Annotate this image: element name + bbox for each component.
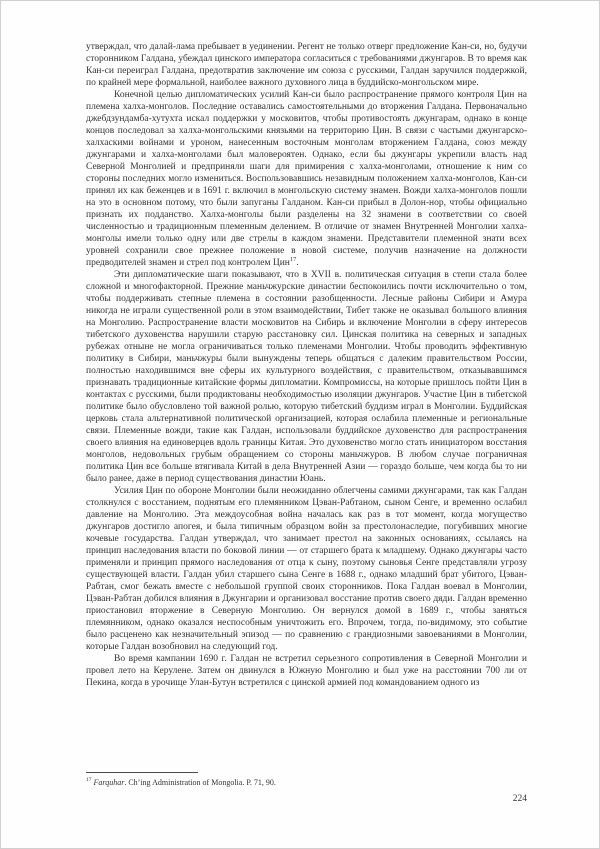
footnote-separator-rule [86, 772, 198, 773]
page-number: 224 [512, 794, 527, 804]
paragraph-continuation: утверждал, что далай-лама пребывает в уединении. Регент не только отверг предложение Кан-си, но, будучи сторонником Галдана, убеждал цинского императора согласиться с требованиями джунгаров. В то время как Кан-си переиграл Галдана, предотвратив заключение им союза с русскими, Галдан заручился поддержкой, по крайней мере формальной, наиболее важного духовного лица в буддийско-монгольском мире. [86, 42, 527, 88]
paragraph: Усилия Цин по обороне Монголии были неожиданно облегчены самими джунгарами, так как Галдан столкнулся с восстанием, поднятым его племянником Цэван-Рабтаном, сыном Сенге, и временно ослабил давление на Монголию. Эта междоусобная война началась как раз в тот момент, когда могущество джунгаров достигло апогея, и была типичным образцом войн за престолонаследие, погубивших многие кочевые государства. Галдан утверждал, что занимает престол на законных основаниях, ссылаясь на принцип наследования власти по боковой линии — от старшего брата к младшему. Однако джунгары часто применяли и принцип прямого наследования от отца к сыну, поэтому сыновья Сенге представляли угрозу существующей власти. Галдан убил старшего сына Сенге в 1688 г., однако младший брат убитого, Цэван-Рабтан, смог бежать вместе с небольшой группой своих сторонников. Пока Галдан воевал в Монголии, Цэван-Рабтан добился влияния в Джунгарии и организовал восстание против своего дяди. Галдан временно приостановил вторжение в Северную Монголию. Он вернулся домой в 1689 г., чтобы заняться племянником, однако оказался неспособным уничтожить его. Впрочем, тогда, по-видимому, это событие было расценено как незначительный эпизод — по сравнению с грандиозными завоеваниями в Монголии, которые Галдан возобновил на следующий год. [86, 486, 527, 652]
footnote-marker: 17 [86, 777, 92, 784]
main-text-block [86, 41, 527, 689]
paragraph: Эти дипломатические шаги показывают, что в XVII в. политическая ситуация в степи стала более сложной и многофакторной. Прежние маньчжурские династии беспокоились почти исключительно о том, чтобы поддерживать степные племена в состоянии разобщенности. Лесные районы Сибири и Амура никогда не играли существенной роли в этом взаимодействии, Тибет также не оказывал большого влияния на Монголию. Распространение власти московитов на Сибирь и включение Монголии в сферу интересов тибетского духовенства нарушили старую расстановку сил. Цинская политика на северных и западных рубежах отныне не могла ограничиваться только племенами Монголии. Чтобы проводить эффективную политику в Сибири, маньчжуры были вынуждены теперь общаться с далеким правительством России, полностью находившимся вне сферы их культурного воздействия, с правительством, отказывавшимся признавать традиционные китайские формы дипломатии. Компромиссы, на которые пришлось пойти Цин в контактах с русскими, были продиктованы необходимостью изоляции джунгаров. Участие Цин в тибетской политике было обусловлено той важной ролью, которую тибетский буддизм играл в Монголии. Буддийская церковь стала альтернативной политической организацией, которая ослабила племенные и региональные связи. Племенные вожди, такие как Галдан, использовали буддийское духовенство для распространения своего влияния на единоверцев вдоль границы Китая. Это духовенство могло стать инициатором восстания монголов, недовольных грубым обращением со стороны маньчжуров. В любом случае пограничная политика Цин все больше втягивала Китай в дела Внутренней Азии — гораздо больше, чем когда бы то ни было ранее, даже в период существования династии Юань. [86, 270, 527, 484]
paragraph-text: . [296, 258, 299, 268]
footnote-author: Farquhar [93, 778, 125, 787]
footnote [86, 778, 527, 788]
paragraph: Во время кампании 1690 г. Галдан не встретил серьезного сопротивления в Северной Монголии и провел лето на Керулене. Затем он двинулся в Южную Монголию и был уже на расстоянии 700 ли от Пекина, когда в урочище Улан-Бутун встретился с цинской армией под командованием одного из [86, 654, 527, 688]
paragraph-text: Конечной целью дипломатических усилий Кан-си было распространение прямого контроля Цин на племена халха-монголов. Последние оставались самостоятельными до вторжения Галдана. Первоначально джебдзундамба-хутухта искал поддержки у московитов, чтобы противостоять джунгарам, однако в конце концов последовал за халха-монгольскими князьями на территорию Цин. В связи с частыми джунгарско-халхаскими войнами и уроном, нанесенным восточным монголам вторжением Галдана, союз между джунгарами и халха-монголами был маловероятен. Однако, если бы джунгары укрепили власть над Северной Монголией и предприняли шаги для примирения с халха-монголами, отношение к ним со стороны последних могло измениться. Воспользовавшись незавидным положением халха-монголов, Кан-си принял их как беженцев и в 1691 г. включил в монгольскую систему знамен. Вожди халха-монголов пошли на это в основном потому, что были запуганы Галданом. Кан-си прибыл в Долон-нор, чтобы официально признать их подданство. Халха-монголы были разделены на 32 знамени в соответствии со своей численностью и традиционным племенным делением. В отличие от знамен Внутренней Монголии халха-монголы имели только одну или две стрелы в каждом знамени. Представители племенной знати всех уровней сохранили свое прежнее положение в новой системе, получив назначение на должности предводителей знамен и стрел под контролем Цин [86, 90, 527, 268]
footnote-reference: 17 [289, 255, 297, 263]
paragraph [86, 89, 527, 269]
footnote-text: . Ch’ing Administration of Mongolia. P. 71, 90. [124, 778, 276, 787]
